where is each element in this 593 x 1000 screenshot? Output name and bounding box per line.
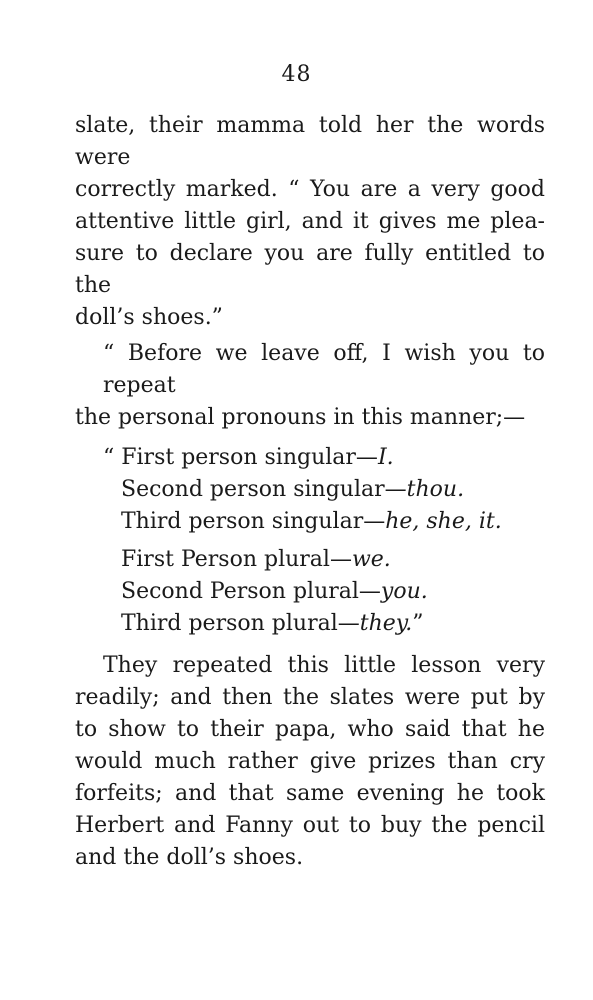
pronoun-value: you. [380,579,428,604]
text-line: Herbert and Fanny out to buy the pencil [75,813,545,838]
pronoun-value: he, she, it. [385,509,502,534]
text-line: the personal pronouns in this manner;— [75,405,526,430]
body-text [75,110,545,874]
pronoun-label: Second Person plural— [121,579,381,604]
paragraph-1 [75,110,545,334]
pronoun-value: thou. [406,477,465,502]
pronoun-label: First person singular— [121,445,378,470]
pronoun-value: they. [359,611,413,636]
text-line: and the doll’s shoes. [75,845,304,870]
pronoun-label: Third person singular— [121,509,386,534]
text-line: slate, their mamma told her the words were [75,113,545,170]
pronoun-label: First Person plural— [121,547,352,572]
pronoun-label: Third person plural— [121,611,360,636]
text-line: readily; and then the slates were put by [75,685,545,710]
pronoun-row [75,474,545,506]
pronoun-list [75,442,545,640]
paragraph-3 [75,650,545,874]
text-line: attentive little girl, and it gives me plea- [75,209,545,234]
page-number: 48 [281,62,312,87]
pronoun-row [75,544,545,576]
pronoun-label: Second person singular— [121,477,407,502]
text-line: doll’s shoes.” [75,305,223,330]
pronoun-row [75,506,545,538]
text-line: “ Before we leave off, I wish you to repeat [103,341,545,398]
open-quote: “ [103,445,122,470]
pronoun-row [75,608,545,640]
text-line: They repeated this little lesson very [103,653,545,678]
pronoun-row [75,442,545,474]
pronoun-value: I. [377,445,394,470]
pronoun-row [75,576,545,608]
text-line: would much rather give prizes than cry [75,749,545,774]
text-line: forfeits; and that same evening he took [75,781,545,806]
pronoun-value: we. [351,547,391,572]
text-line: to show to their papa, who said that he [75,717,545,742]
close-quote: ” [412,611,424,636]
paragraph-2 [75,338,545,434]
text-line: sure to declare you are fully entitled to the [75,241,545,298]
text-line: correctly marked. “ You are a very good [75,177,545,202]
